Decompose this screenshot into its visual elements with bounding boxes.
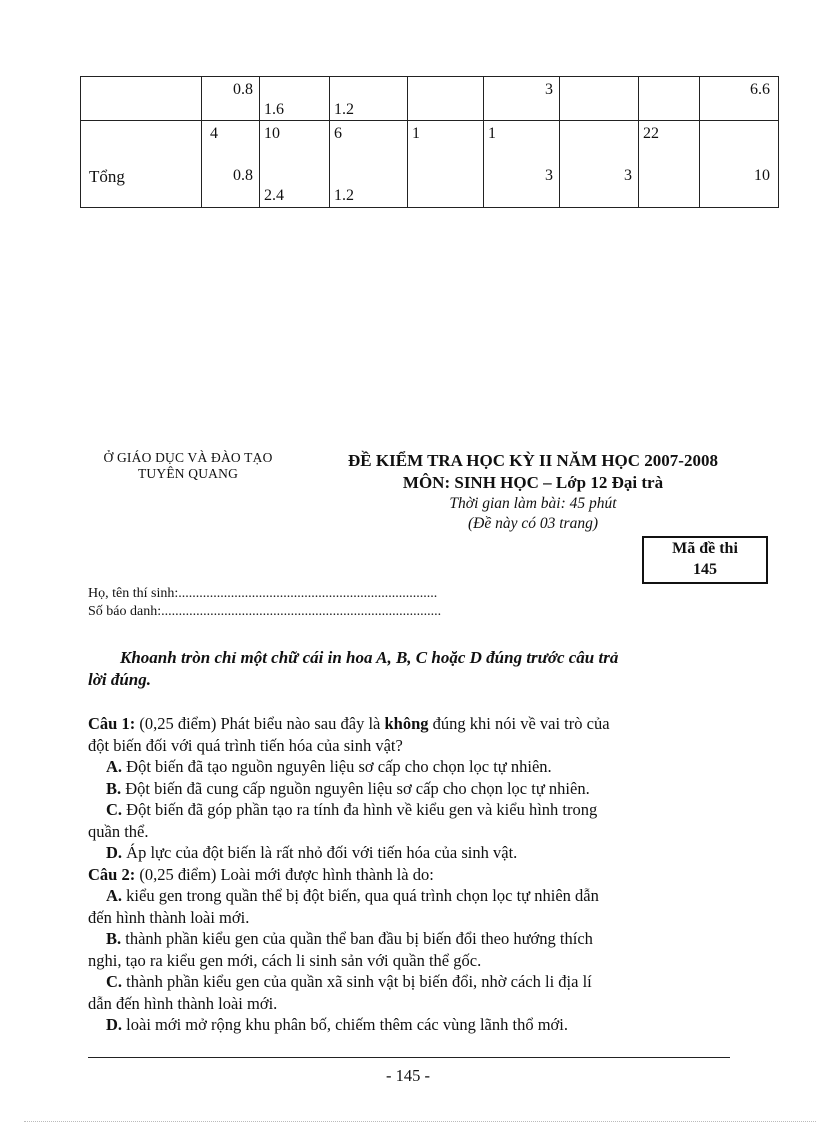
- option-d[interactable]: D. loài mới mở rộng khu phân bố, chiếm thêm các vùng lãnh thổ mới.: [106, 1015, 568, 1034]
- option-a[interactable]: A. kiểu gen trong quần thể bị đột biến, qua quá trình chọn lọc tự nhiên dẫn: [106, 886, 599, 905]
- option-d[interactable]: D. Áp lực của đột biến là rất nhỏ đối với tiến hóa của sinh vật.: [106, 843, 518, 862]
- exam-code-box: Mã đề thi 145: [642, 536, 768, 584]
- candidate-name-field[interactable]: Họ, tên thí sinh:..........................................................................: [88, 586, 438, 601]
- option-c[interactable]: C. thành phần kiểu gen của quần xã sinh vật bị biến đổi, nhờ cách li địa lí: [106, 972, 592, 991]
- question-2: Câu 2: (0,25 điểm) Loài mới được hình thành là do: A. kiểu gen trong quần thể bị đột biến, qua quá trình chọn lọc tự nhiên dẫn đến hình thành loài mới. B. thành phần kiểu gen của quần thể ban đầu bị biến đổi theo hướng thích nghi, tạo ra kiểu gen mới, cách li sinh sản với quần thể gốc. C. thành phần kiểu gen của quần xã sinh vật bị biến đổi, nhờ cách li địa lí dẫn đến hình thành loài mới. D. loài mới mở rộng khu phân bố, chiếm thêm các vùng lãnh thổ mới.: [88, 864, 728, 1036]
- candidate-id-field[interactable]: Số báo danh:................................................................................: [88, 604, 442, 619]
- exam-duration: Thời gian làm bài: 45 phút: [449, 495, 617, 512]
- option-c[interactable]: C. Đột biến đã góp phần tạo ra tính đa hình về kiểu gen và kiểu hình trong: [106, 800, 598, 819]
- table-row: 0.8 1.6 1.2 3 6.6: [81, 77, 779, 121]
- footer-divider: [88, 1057, 730, 1058]
- page-number: - 145 -: [386, 1066, 430, 1085]
- exam-subject: MÔN: SINH HỌC – Lớp 12 Đại trà: [402, 473, 664, 492]
- option-a[interactable]: A. Đột biến đã tạo nguồn nguyên liệu sơ cấp cho chọn lọc tự nhiên.: [106, 757, 552, 776]
- issuing-organization: Ở GIÁO DỤC VÀ ĐÀO TẠO TUYÊN QUANG: [103, 450, 273, 481]
- exam-page-count: (Đề này có 03 trang): [468, 515, 598, 532]
- question-1: Câu 1: (0,25 điểm) Phát biểu nào sau đây là không đúng khi nói về vai trò của đột biến đối với quá trình tiến hóa của sinh vật? A. Đột biến đã tạo nguồn nguyên liệu sơ cấp cho chọn lọc tự nhiên. B. Đột biến đã cung cấp nguồn nguyên liệu sơ cấp cho chọn lọc tự nhiên. C. Đột biến đã góp phần tạo ra tính đa hình về kiểu gen và kiểu hình trong quần thể. D. Áp lực của đột biến là rất nhỏ đối với tiến hóa của sinh vật.: [88, 713, 728, 864]
- score-table: [80, 76, 779, 208]
- instruction: Khoanh tròn chỉ một chữ cái in hoa A, B, C hoặc D đúng trước câu trả lời đúng.: [88, 648, 619, 689]
- option-b[interactable]: B. Đột biến đã cung cấp nguồn nguyên liệu sơ cấp cho chọn lọc tự nhiên.: [106, 778, 590, 798]
- candidate-info: [88, 585, 441, 621]
- table-row: Tổng 4 0.8 10 2.4 6 1.2 1 1 3 3 22 10: [81, 121, 779, 208]
- exam-heading: [318, 450, 748, 534]
- option-b[interactable]: B. thành phần kiểu gen của quần thể ban đầu bị biến đổi theo hướng thích: [106, 929, 593, 948]
- exam-title: ĐỀ KIỂM TRA HỌC KỲ II NĂM HỌC 2007-2008: [348, 451, 718, 470]
- page-edge-divider: [24, 1121, 816, 1122]
- question-list: [88, 713, 728, 1036]
